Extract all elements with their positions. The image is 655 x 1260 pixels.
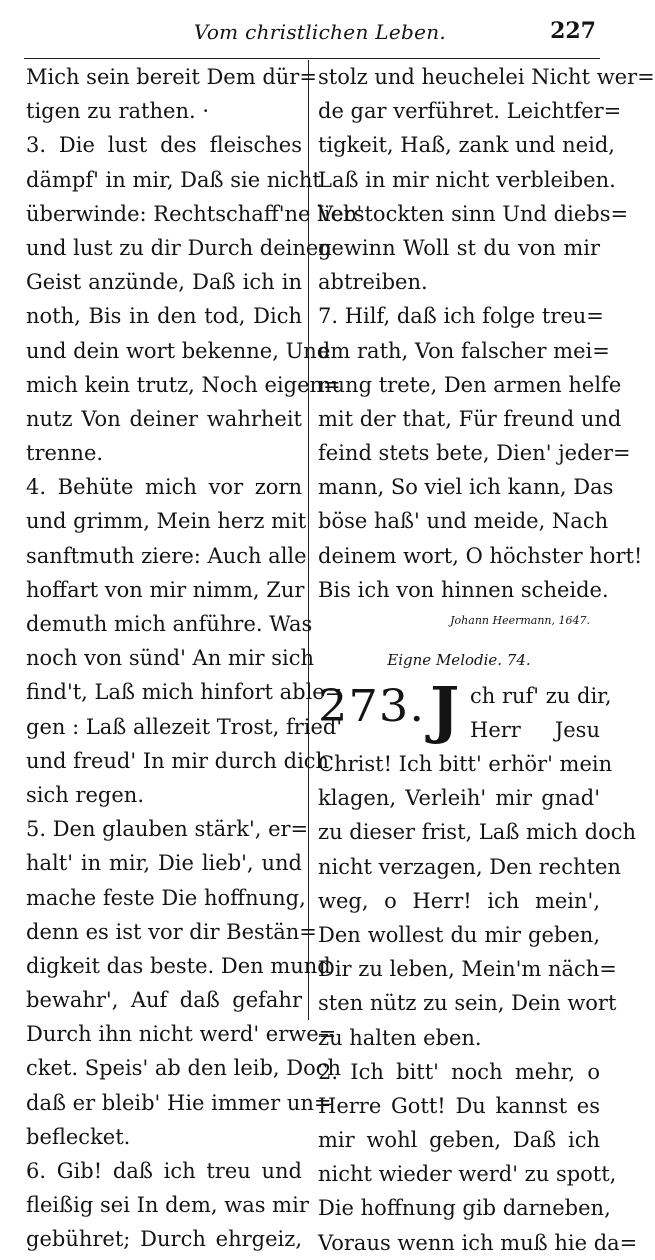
text-line: em rath, Von falscher mei= — [318, 338, 610, 363]
melody-note: Eigne Melodie. 74. — [387, 651, 531, 669]
text-line: mann, So viel ich kann, Das — [318, 475, 614, 500]
text-line: Christ! Ich bitt' erhör' mein — [318, 752, 613, 776]
text-line: und grimm, Mein herz mit — [26, 509, 307, 534]
text-line: trenne. — [26, 441, 104, 466]
text-line: find't, Laß mich hinfort able= — [26, 680, 343, 705]
text-line: zu halten eben. — [318, 1025, 482, 1050]
text-line: gen : Laß allezeit Trost, fried' — [26, 714, 343, 739]
text-line: Durch ihn nicht werd' erwe= — [26, 1022, 337, 1047]
stanza-start-line: 6. Gib! daß ich treu und — [26, 1159, 302, 1183]
text-line: tigen zu rathen. · — [26, 99, 209, 124]
text-line: beflecket. — [26, 1124, 131, 1149]
text-line: und lust zu dir Durch deinen — [26, 235, 332, 260]
author-attribution: Johann Heermann, 1647. — [450, 614, 590, 627]
text-line: nung trete, Den armen helfe — [318, 372, 622, 397]
stanza-start-line: 2. Ich bitt' noch mehr, o — [318, 1059, 600, 1084]
text-line: und dein wort bekenne, Und — [26, 338, 331, 363]
text-line: de gar verführet. Leichtfer= — [318, 99, 622, 124]
text-line: sanftmuth ziere: Auch alle — [26, 543, 307, 568]
text-line: feind stets bete, Dien' jeder= — [318, 441, 631, 466]
text-line: dämpf' in mir, Daß sie nicht — [26, 167, 321, 192]
text-line: Verstockten sinn Und diebs= — [318, 201, 629, 226]
text-line: halt' in mir, Die lieb', und — [26, 851, 302, 876]
text-line: abtreiben. — [318, 270, 428, 295]
text-line: bewahr', Auf daß gefahr — [26, 988, 302, 1013]
text-line: nicht wieder werd' zu spott, — [318, 1162, 617, 1187]
text-line: gebühret; Durch ehrgeiz, — [26, 1227, 302, 1252]
page-header — [0, 14, 640, 54]
text-line: Laß in mir nicht verbleiben. — [318, 167, 616, 192]
text-line: und freud' In mir durch dich — [26, 748, 330, 773]
text-line: mich kein trutz, Noch eigen= — [26, 372, 341, 397]
text-line: mit der that, Für freund und — [318, 406, 622, 431]
text-line: überwinde: Rechtschaff'ne lieb' — [26, 201, 363, 226]
text-line: cket. Speis' ab den leib, Doch — [26, 1056, 342, 1081]
text-line: noth, Bis in den tod, Dich — [26, 304, 302, 329]
text-line: noch von sünd' An mir sich — [26, 646, 315, 671]
text-line: demuth mich anführe. Was — [26, 612, 313, 636]
text-line: Voraus wenn ich muß hie da= — [318, 1230, 638, 1255]
text-line: denn es ist vor dir Bestän= — [26, 919, 317, 944]
text-line: sich regen. — [26, 782, 144, 807]
text-line: zu dieser frist, Laß mich doch — [318, 820, 636, 845]
right-column — [318, 60, 655, 1260]
running-title: Vom christlichen Leben. — [193, 20, 447, 44]
stanza-start-line: 5. Den glauben stärk', er= — [26, 817, 309, 842]
hymn-body — [318, 747, 638, 1260]
text-line: tigkeit, Haß, zank und neid, — [318, 133, 615, 158]
text-line: Mich sein bereit Dem dür= — [26, 65, 317, 89]
text-line: weg, o Herr! ich mein', — [318, 888, 600, 913]
stanza-start-line: 7. Hilf, daß ich folge treu= — [318, 304, 604, 329]
hymn-heading — [318, 673, 612, 757]
text-line: sten nütz zu sein, Dein wort — [318, 991, 617, 1016]
hymn-number: 273. — [318, 681, 426, 732]
text-line: Herre Gott! Du kannst es — [318, 1093, 600, 1118]
text-line: nicht verzagen, Den rechten — [318, 854, 621, 879]
text-line: böse haß' und meide, Nach — [318, 509, 609, 534]
drop-cap: J — [430, 673, 460, 746]
text-line: deinem wort, O höchster hort! — [318, 543, 643, 568]
stanza-start-line: 3. Die lust des fleisches — [26, 133, 302, 158]
hymn-first-line: ch ruf' zu dir, — [470, 684, 612, 708]
text-line: Geist anzünde, Daß ich in — [26, 270, 302, 295]
text-line: Dir zu leben, Mein'm näch= — [318, 957, 617, 982]
text-line: gewinn Woll st du von mir — [318, 235, 600, 260]
text-line: fleißig sei In dem, was mir — [26, 1193, 309, 1218]
text-line: hoffart von mir nimm, Zur — [26, 577, 305, 602]
hymn-second-line: Herr Jesu — [470, 718, 600, 742]
text-line: Die hoffnung gib darneben, — [318, 1196, 611, 1221]
text-line: klagen, Verleih' mir gnad' — [318, 786, 600, 811]
text-line: daß er bleib' Hie immer un= — [26, 1090, 332, 1115]
text-line: nutz Von deiner wahrheit — [26, 406, 302, 431]
stanza-start-line: 4. Behüte mich vor zorn — [26, 475, 302, 500]
left-column — [26, 60, 363, 1257]
text-line: Bis ich von hinnen scheide. — [318, 577, 609, 602]
text-line: digkeit das beste. Den mund — [26, 953, 331, 978]
text-line: mache feste Die hoffnung, — [26, 885, 306, 910]
text-line: mir wohl geben, Daß ich — [318, 1128, 600, 1153]
text-line: stolz und heuchelei Nicht wer= — [318, 65, 655, 89]
header-rule — [24, 58, 600, 59]
page-number: 227 — [550, 18, 596, 44]
text-line: Den wollest du mir geben, — [318, 922, 600, 947]
